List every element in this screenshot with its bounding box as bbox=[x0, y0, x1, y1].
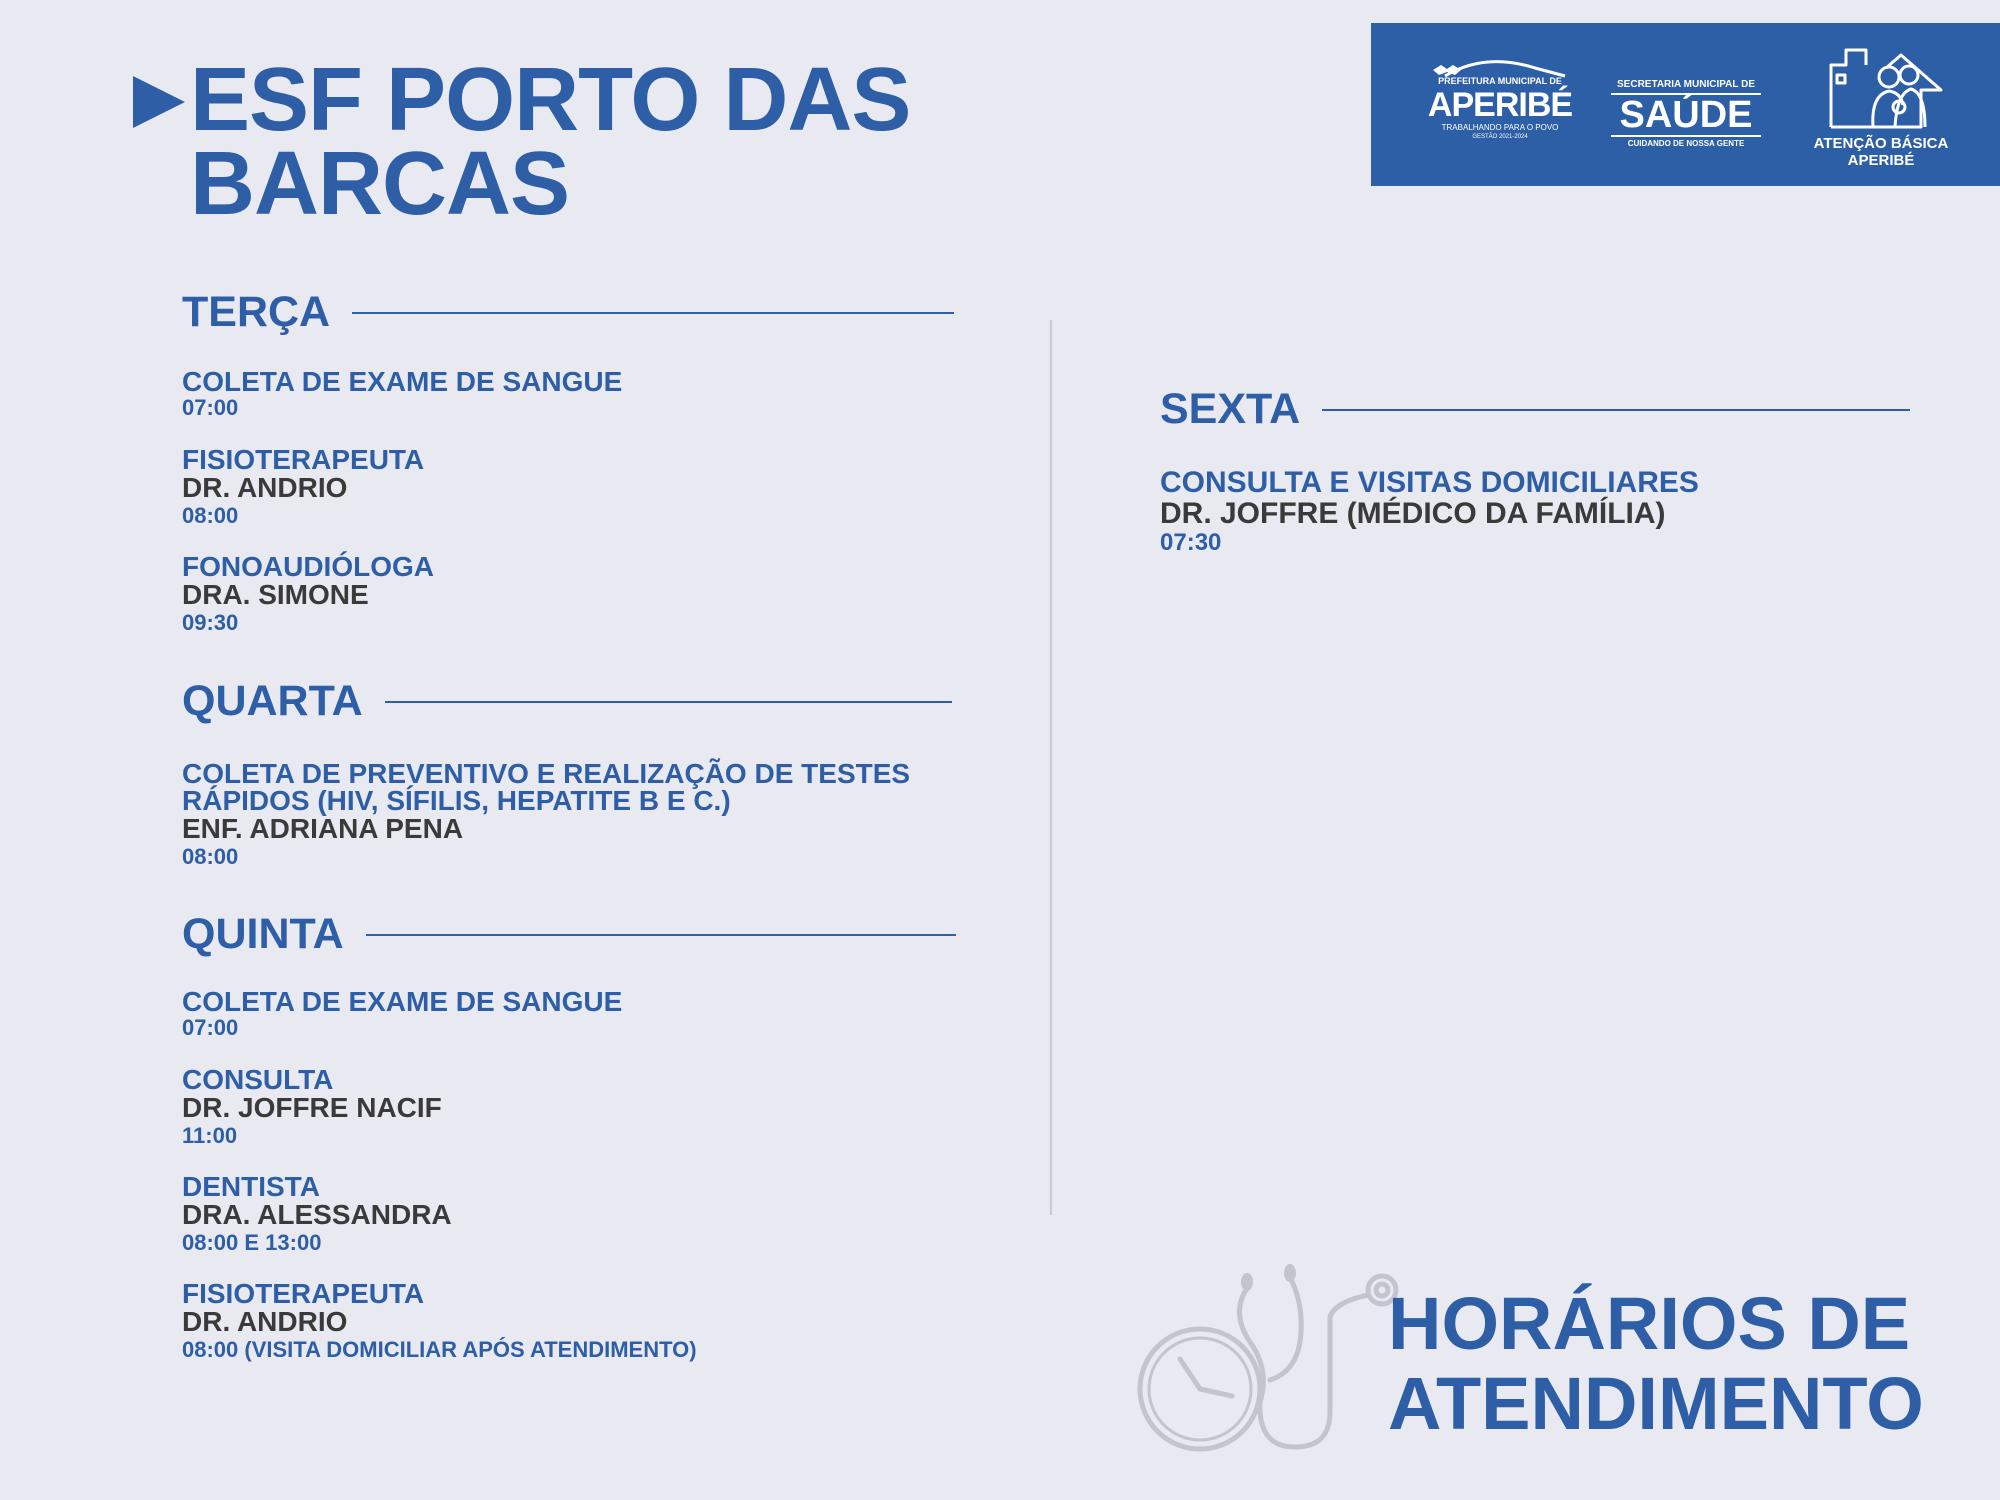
family-house-icon bbox=[1791, 35, 1971, 135]
service-name: COLETA DE EXAME DE SANGUE bbox=[182, 986, 623, 1017]
list-item bbox=[182, 760, 942, 870]
list-item bbox=[1160, 468, 1699, 556]
list-item bbox=[182, 1066, 442, 1149]
service-name: CONSULTA E VISITAS DOMICILIARES bbox=[1160, 466, 1699, 499]
section-header-quinta bbox=[182, 910, 956, 959]
prefeitura-logo bbox=[1425, 58, 1575, 141]
prefeitura-tagline: TRABALHANDO PARA O POVO bbox=[1441, 123, 1559, 132]
service-time: 11:00 bbox=[182, 1123, 238, 1148]
atencao-line2: APERIBÉ bbox=[1847, 152, 1915, 169]
list-item bbox=[182, 553, 434, 636]
professional-name: DRA. ALESSANDRA bbox=[182, 1199, 452, 1230]
professional-name: ENF. ADRIANA PENA bbox=[182, 813, 464, 844]
prefeitura-small: PREFEITURA MUNICIPAL DE bbox=[1438, 76, 1562, 86]
list-item bbox=[182, 368, 622, 421]
saude-small: SECRETARIA MUNICIPAL DE bbox=[1611, 79, 1761, 95]
section-rule bbox=[366, 934, 956, 936]
day-label: SEXTA bbox=[1160, 385, 1301, 433]
service-name: COLETA DE EXAME DE SANGUE bbox=[182, 366, 623, 397]
service-name: COLETA DE PREVENTIVO E REALIZAÇÃO DE TESTES RÁPIDOS (HIV, SÍFILIS, HEPATITE B E C.) bbox=[182, 758, 911, 816]
list-item bbox=[182, 1173, 452, 1256]
service-name: FISIOTERAPEUTA bbox=[182, 444, 425, 475]
service-name: FISIOTERAPEUTA bbox=[182, 1278, 425, 1309]
day-label: QUINTA bbox=[182, 910, 344, 958]
saude-logo bbox=[1611, 79, 1761, 149]
atencao-basica-logo bbox=[1791, 35, 1971, 169]
section-rule bbox=[1322, 409, 1910, 411]
prefeitura-term: GESTÃO 2021-2024 bbox=[1472, 134, 1528, 140]
section-rule bbox=[352, 312, 954, 314]
stethoscope-icon bbox=[1130, 1262, 1410, 1457]
page-title: ESF PORTO DAS BARCAS bbox=[190, 50, 911, 234]
list-item bbox=[182, 446, 424, 529]
service-time: 09:30 bbox=[182, 610, 239, 635]
section-rule bbox=[385, 701, 952, 703]
service-time: 08:00 bbox=[182, 503, 239, 528]
column-divider bbox=[1050, 320, 1052, 1215]
list-item bbox=[182, 988, 622, 1041]
day-label: QUARTA bbox=[182, 677, 363, 725]
atencao-line1: ATENÇÃO BÁSICA bbox=[1813, 135, 1949, 152]
professional-name: DRA. SIMONE bbox=[182, 579, 369, 610]
footer-title bbox=[1388, 1284, 1988, 1444]
saude-name: SAÚDE bbox=[1619, 94, 1753, 136]
logo-banner bbox=[1371, 23, 2000, 186]
footer-line2: ATENDIMENTO bbox=[1388, 1362, 1924, 1445]
service-name: CONSULTA bbox=[182, 1064, 334, 1095]
professional-name: DR. JOFFRE (MÉDICO DA FAMÍLIA) bbox=[1160, 497, 1666, 530]
saude-tagline: CUIDANDO DE NOSSA GENTE bbox=[1611, 135, 1761, 149]
section-header-terca bbox=[182, 288, 954, 337]
professional-name: DR. ANDRIO bbox=[182, 472, 348, 503]
title-arrow-icon bbox=[133, 76, 185, 128]
service-time: 07:30 bbox=[1160, 529, 1222, 556]
day-label: TERÇA bbox=[182, 288, 331, 336]
prefeitura-name: APERIBÉ bbox=[1427, 86, 1573, 124]
service-time: 08:00 (VISITA DOMICILIAR APÓS ATENDIMENTO) bbox=[182, 1337, 697, 1362]
professional-name: DR. ANDRIO bbox=[182, 1306, 348, 1337]
section-header-sexta bbox=[1160, 385, 1910, 434]
clock-icon bbox=[1130, 1262, 1131, 1263]
service-time: 07:00 bbox=[182, 395, 239, 420]
service-time: 08:00 E 13:00 bbox=[182, 1230, 322, 1255]
service-name: DENTISTA bbox=[182, 1171, 320, 1202]
service-time: 08:00 bbox=[182, 844, 239, 869]
professional-name: DR. JOFFRE NACIF bbox=[182, 1092, 442, 1123]
footer-line1: HORÁRIOS DE bbox=[1388, 1282, 1911, 1365]
list-item bbox=[182, 1280, 697, 1363]
service-time: 07:00 bbox=[182, 1015, 239, 1040]
section-header-quarta bbox=[182, 677, 952, 726]
service-name: FONOAUDIÓLOGA bbox=[182, 551, 434, 582]
